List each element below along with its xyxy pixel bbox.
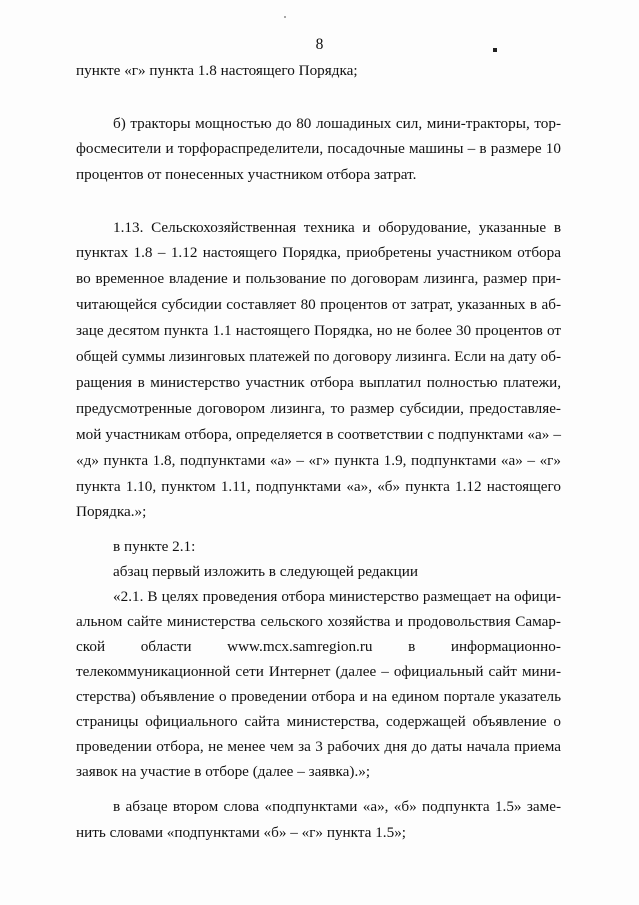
text-line: фосмесители и торфораспределители, посадочные машины – в размере 10 (76, 140, 561, 157)
text-line: заявок на участие в отборе (далее – заявка).»; (76, 763, 371, 780)
text-word: области (140, 638, 192, 655)
text-line (76, 637, 561, 657)
text-line: общей суммы лизинговых платежей по договору лизинга. Если на дату об- (76, 348, 561, 365)
text-line: альном сайте министерства сельского хозяйства и продовольствия Самар- (76, 613, 561, 630)
text-line: ращения в министерство участник отбора выплатил полностью платежи, (76, 374, 561, 391)
text-line: заце десятом пункта 1.1 настоящего Порядка, но не более 30 процентов от (76, 322, 561, 339)
page-number: 8 (315, 36, 324, 53)
text-word: ской (76, 638, 106, 655)
text-word: www.mcx.samregion.ru (227, 638, 373, 655)
text-word: в (408, 638, 416, 655)
text-line: читающейся субсидии составляет 80 процентов от затрат, указанных в аб- (76, 296, 561, 313)
text-line: «2.1. В целях проведения отбора министерство размещает на офици- (113, 588, 561, 605)
text-line: пункте «г» пункта 1.8 настоящего Порядка; (76, 62, 358, 79)
text-line: Порядка.»; (76, 503, 147, 520)
scan-speck (493, 48, 497, 52)
text-line: предусмотренные договором лизинга, то размер субсидии, предоставляе- (76, 400, 561, 417)
text-line: стерства) объявление о проведении отбора и на едином портале указатель (76, 688, 561, 705)
scan-speck (284, 16, 286, 18)
text-line: абзац первый изложить в следующей редакции (113, 563, 419, 580)
text-line: мой участникам отбора, определяется в соответствии с подпунктами «а» – (76, 426, 561, 443)
text-line: нить словами «подпунктами «б» – «г» пункта 1.5»; (76, 824, 407, 841)
text-line: процентов от понесенных участником отбора затрат. (76, 166, 417, 183)
text-line: страницы официального сайта министерства, содержащей объявление о (76, 713, 561, 730)
text-line: в абзаце втором слова «подпунктами «а», «б» подпункта 1.5» заме- (113, 798, 561, 815)
text-line: пунктах 1.8 – 1.12 настоящего Порядка, приобретены участником отбора (76, 244, 561, 261)
text-line: пункта 1.10, пунктом 1.11, подпунктами «а», «б» пункта 1.12 настоящего (76, 478, 561, 495)
text-line: в пункте 2.1: (113, 538, 196, 555)
text-line: 1.13. Сельскохозяйственная техника и оборудование, указанные в (113, 219, 561, 236)
text-line: б) тракторы мощностью до 80 лошадиных сил, мини-тракторы, тор- (113, 115, 561, 132)
text-line: «д» пункта 1.8, подпунктами «а» – «г» пункта 1.9, подпунктами «а» – «г» (76, 452, 561, 469)
text-word: информационно- (450, 638, 561, 655)
text-line: телекоммуникационной сети Интернет (далее – официальный сайт мини- (76, 663, 561, 680)
text-line: во временное владение и пользование по договорам лизинга, размер при- (76, 270, 561, 287)
text-line: проведении отбора, не менее чем за 3 рабочих дня до даты начала приема (76, 738, 561, 755)
